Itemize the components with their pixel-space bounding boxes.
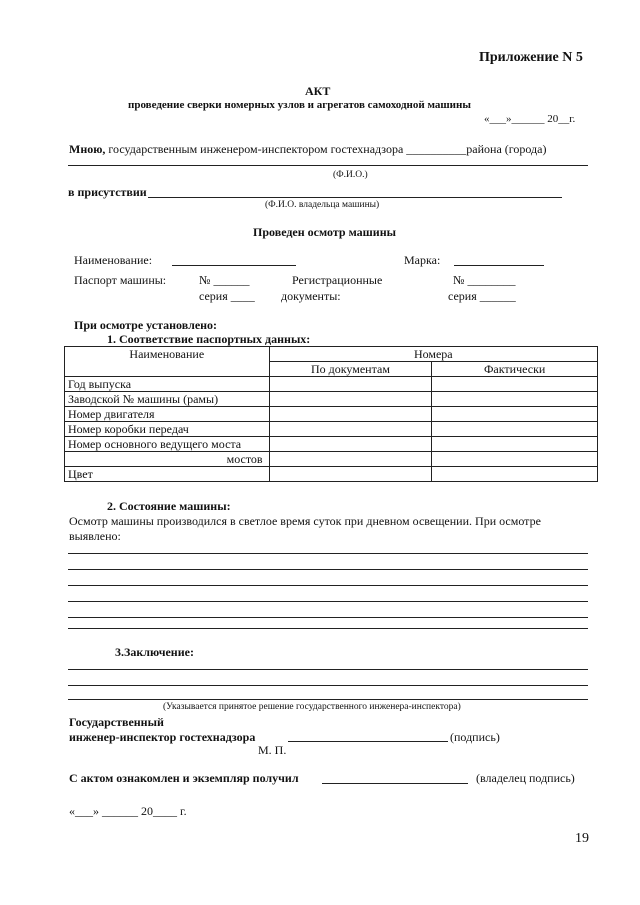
actual-cell[interactable] xyxy=(432,392,598,407)
row-label: Номер двигателя xyxy=(65,407,270,422)
condition-line[interactable] xyxy=(68,569,588,570)
section2-title: 2. Состояние машины: xyxy=(107,499,231,513)
findings-heading: При осмотре установлено: xyxy=(74,318,218,332)
acknowledgement-text: С актом ознакомлен и экземпляр получил xyxy=(69,771,299,785)
presence-caption: (Ф.И.О. владельца машины) xyxy=(265,200,380,210)
conclusion-line[interactable] xyxy=(68,669,588,670)
row-label: Номер основного ведущего моста xyxy=(65,437,270,452)
inspection-heading: Проведен осмотр машины xyxy=(253,225,396,239)
inspector-sign-label-2: инженер-инспектор гостехнадзора xyxy=(69,730,256,744)
reg-docs-label-2: документы: xyxy=(281,289,341,303)
inspector-sign-label: Государственный xyxy=(69,715,164,729)
stamp-label: М. П. xyxy=(258,743,287,757)
table-row xyxy=(65,377,598,392)
header-actual: Фактически xyxy=(432,362,598,377)
name-field[interactable] xyxy=(172,265,296,266)
section2-text-2: выявлено: xyxy=(69,529,121,543)
actual-cell[interactable] xyxy=(432,377,598,392)
section2-text: Осмотр машины производился в светлое время суток при дневном освещении. При осмотре xyxy=(69,514,541,528)
row-label: Заводской № машины (рамы) xyxy=(65,392,270,407)
date-line: «___»______ 20__г. xyxy=(484,113,576,125)
page-number: 19 xyxy=(575,831,589,846)
inspector-text: государственным инженером-инспектором гостехнадзора __________района (города) xyxy=(108,142,547,156)
reg-docs-label: Регистрационные xyxy=(292,273,383,287)
table-row xyxy=(65,407,598,422)
table-row xyxy=(65,422,598,437)
owner-signature-caption: (владелец подпись) xyxy=(476,771,575,785)
actual-cell[interactable] xyxy=(432,467,598,482)
conclusion-line[interactable] xyxy=(68,699,588,700)
act-subtitle: проведение сверки номерных узлов и агрегатов самоходной машины xyxy=(128,99,471,111)
table-header-row xyxy=(65,347,598,362)
table-row xyxy=(65,467,598,482)
inspector-prefix: Мною, xyxy=(69,142,106,156)
bottom-date: «___» ______ 20____ г. xyxy=(69,804,187,818)
row-label: мостов xyxy=(65,452,270,467)
row-label: Номер коробки передач xyxy=(65,422,270,437)
actual-cell[interactable] xyxy=(432,437,598,452)
docs-cell[interactable] xyxy=(269,392,432,407)
actual-cell[interactable] xyxy=(432,452,598,467)
docs-cell[interactable] xyxy=(269,467,432,482)
presence-label: в присутствии xyxy=(68,185,147,199)
row-label: Год выпуска xyxy=(65,377,270,392)
condition-line[interactable] xyxy=(68,585,588,586)
conclusion-caption: (Указывается принятое решение государственного инженера-инспектора) xyxy=(163,702,461,712)
brand-label: Марка: xyxy=(404,253,441,267)
reg-number: № ________ xyxy=(453,273,516,287)
fio-line[interactable] xyxy=(68,165,588,166)
header-numbers: Номера xyxy=(269,347,597,362)
act-title: АКТ xyxy=(305,84,331,98)
condition-line[interactable] xyxy=(68,617,588,618)
inspector-signature-field[interactable] xyxy=(288,741,448,742)
header-docs: По документам xyxy=(269,362,432,377)
actual-cell[interactable] xyxy=(432,407,598,422)
section3-title: 3.Заключение: xyxy=(115,645,194,659)
actual-cell[interactable] xyxy=(432,422,598,437)
inspector-line xyxy=(69,142,547,157)
signature-caption: (подпись) xyxy=(450,730,500,744)
brand-field[interactable] xyxy=(454,265,544,266)
passport-data-table xyxy=(64,346,598,482)
owner-signature-field[interactable] xyxy=(322,783,468,784)
condition-line[interactable] xyxy=(68,553,588,554)
reg-series: серия ______ xyxy=(448,289,516,303)
docs-cell[interactable] xyxy=(269,422,432,437)
conclusion-line[interactable] xyxy=(68,685,588,686)
passport-series: серия ____ xyxy=(199,289,255,303)
condition-line[interactable] xyxy=(68,628,588,629)
name-label: Наименование: xyxy=(74,253,153,267)
section1-title: 1. Соответствие паспортных данных: xyxy=(107,332,311,346)
condition-line[interactable] xyxy=(68,601,588,602)
fio-caption: (Ф.И.О.) xyxy=(333,170,368,180)
table-row xyxy=(65,437,598,452)
row-label: Цвет xyxy=(65,467,270,482)
table-row xyxy=(65,392,598,407)
table-row xyxy=(65,452,598,467)
appendix-label: Приложение N 5 xyxy=(479,50,583,65)
passport-label: Паспорт машины: xyxy=(74,273,167,287)
docs-cell[interactable] xyxy=(269,437,432,452)
passport-number: № ______ xyxy=(199,273,250,287)
docs-cell[interactable] xyxy=(269,452,432,467)
presence-line[interactable] xyxy=(148,197,562,198)
docs-cell[interactable] xyxy=(269,407,432,422)
docs-cell[interactable] xyxy=(269,377,432,392)
header-name: Наименование xyxy=(65,347,270,377)
